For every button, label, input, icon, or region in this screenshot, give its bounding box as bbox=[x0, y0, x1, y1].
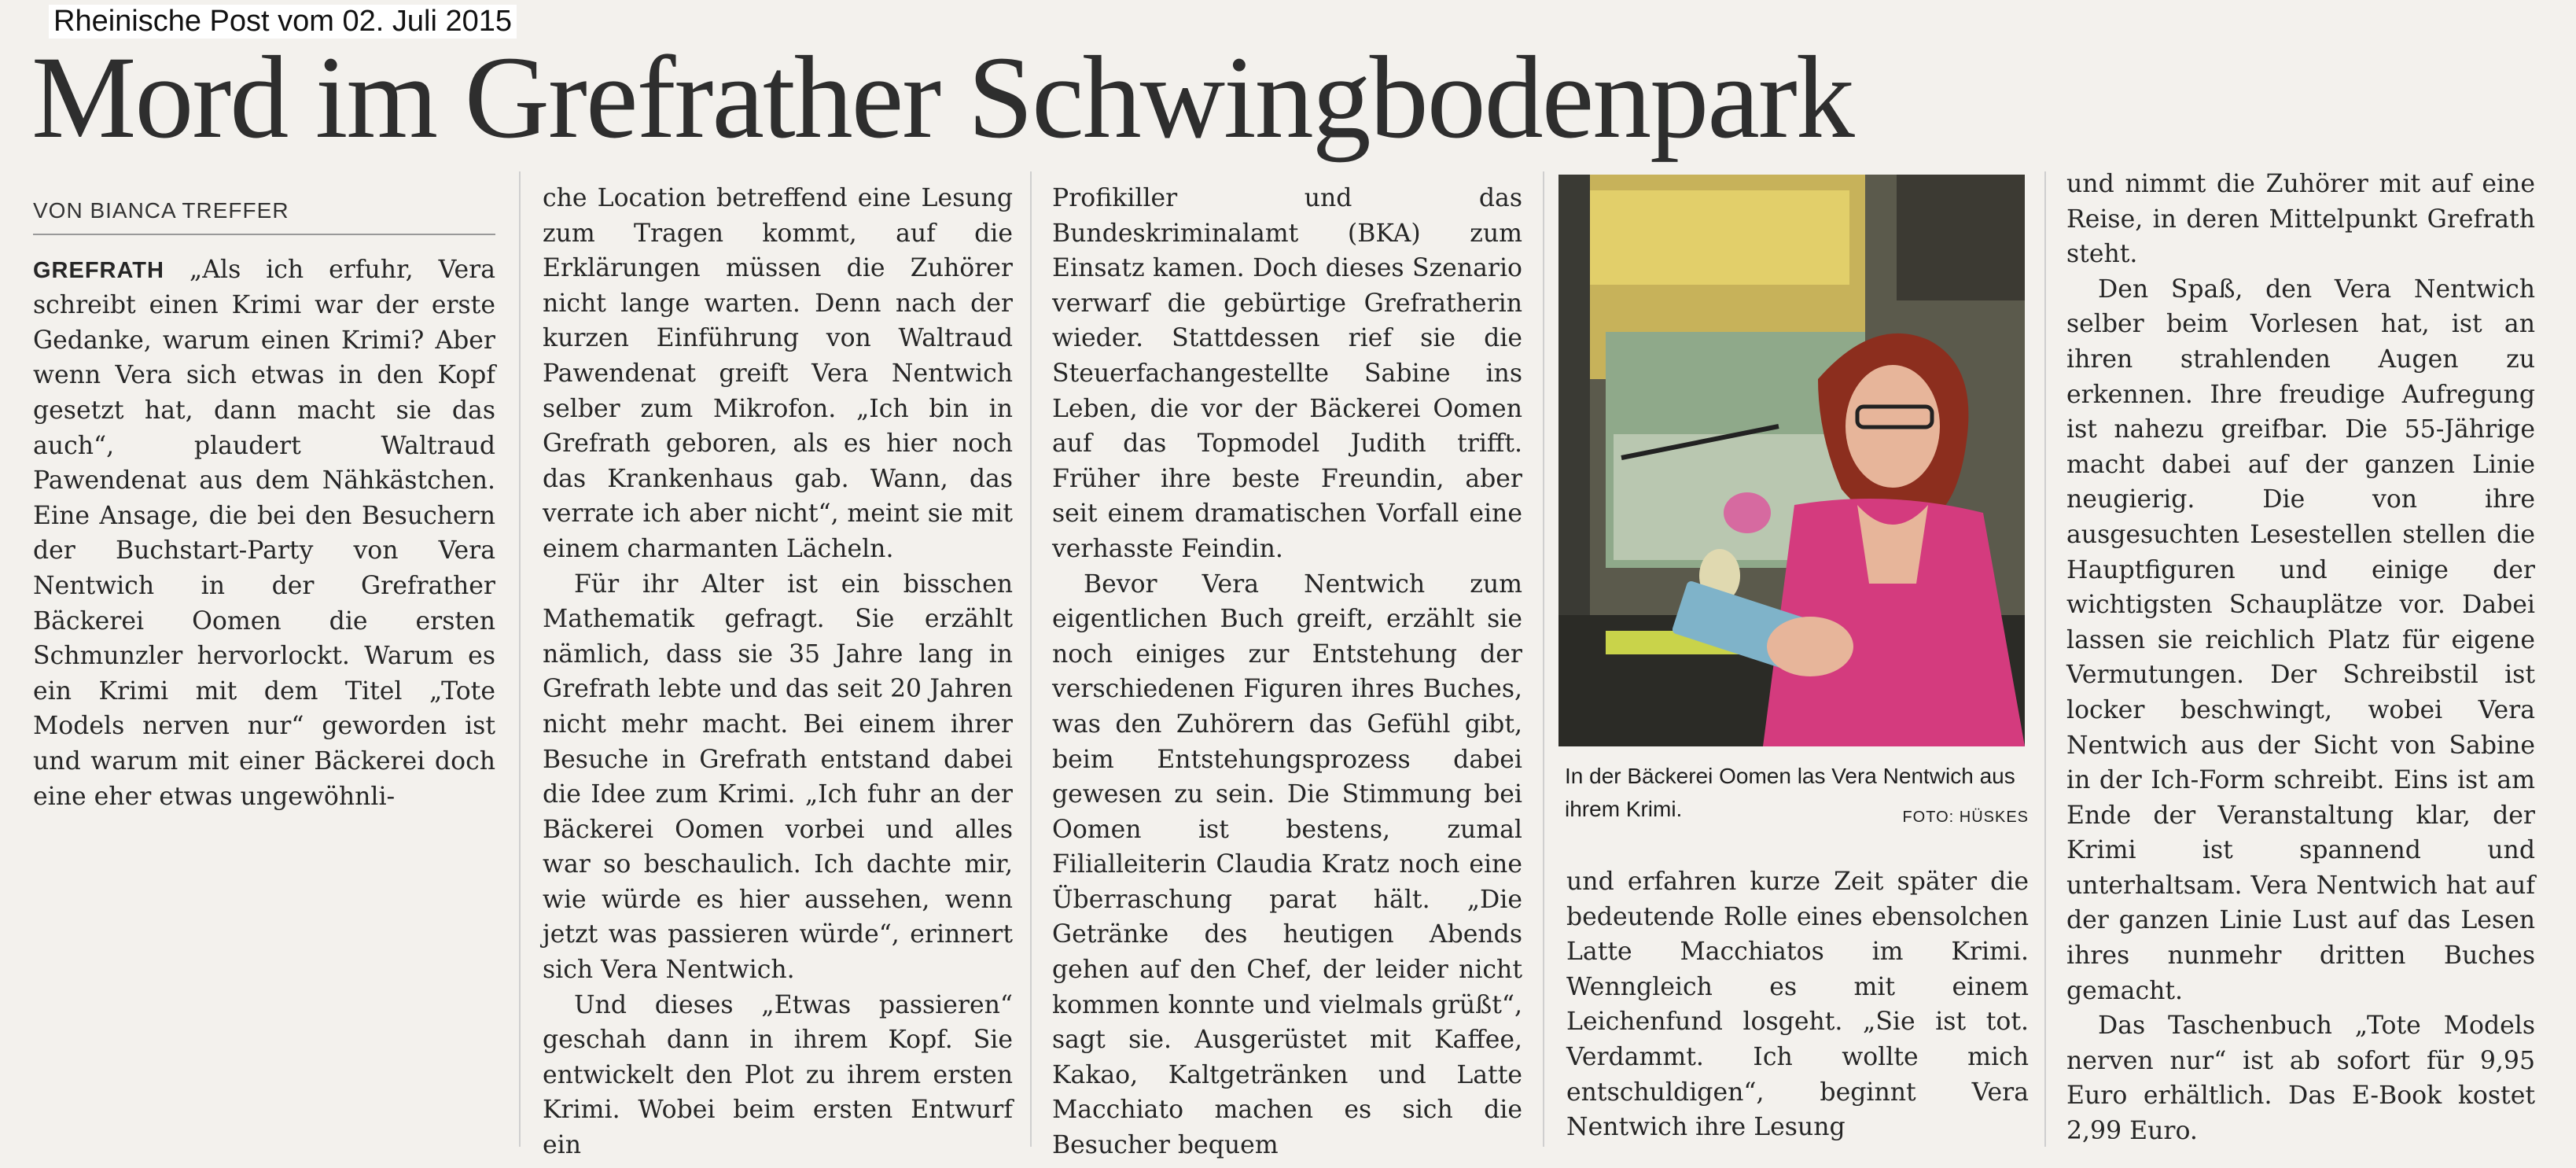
caption-text: In der Bäckerei Oomen las Vera Nentwich aus ihrem Krimi. bbox=[1565, 764, 2015, 821]
article-column-5 bbox=[2066, 167, 2535, 1149]
photo-caption bbox=[1565, 760, 2029, 834]
article-column-1 bbox=[33, 182, 495, 814]
article-column-4 bbox=[1566, 864, 2029, 1145]
article-paragraph: Bevor Vera Nentwich zum eigentlichen Buch greift, erzählt sie noch einiges zur Entstehung der verschiedenen Figuren ihres Buches, was den Zuhörern das Gefühl gibt, beim Entstehungsprozess dabei gewesen zu sein. Die Stimmung bei Oomen ist bestens, zumal Filialleiterin Claudia Kratz noch eine Überraschung parat hält. „Die Getränke des heutigen Abends gehen auf den Chef, der leider nicht kommen konnte und vielmals grüßt“, sagt sie. Ausgerüstet mit Kaffee, Kakao, Kaltgetränken und Latte Macchiato machen es sich die Besucher bequem bbox=[1052, 569, 1522, 1160]
article-paragraph: GREFRATH „Als ich erfuhr, Vera schreibt einen Krimi war der erste Gedanke, warum einen Krimi? Aber wenn Vera sich etwas in den Kopf gesetzt hat, dann macht sie das auch“, plaudert Waltraud Pawendenat aus dem Nähkästchen. Eine Ansage, die bei den Besuchern der Buchstart-Party von Vera Nentwich in der Grefrather Bäckerei Oomen die ersten Schmunzler hervorlockt. Warum es ein Krimi mit dem Titel „Tote Models nerven nur“ geworden ist und warum mit einer Bäckerei doch eine eher etwas ungewöhnli- bbox=[33, 255, 495, 811]
photo-credit: FOTO: HÜSKES bbox=[1902, 809, 2029, 826]
column-divider bbox=[519, 171, 521, 1147]
dateline: GREFRATH bbox=[33, 257, 164, 283]
article-paragraph: che Location betreffend eine Lesung zum Tragen kommt, auf die Erklärungen müssen die Zuhörer nicht lange warten. Denn nach der kurzen Einführung von Waltraud Pawendenat greift Vera Nentwich selber zum Mikrofon. „Ich bin in Grefrath geboren, als es hier noch das Krankenhaus gab. Wann, das verrate ich aber nicht“, meint sie mit einem charmanten Lächeln. bbox=[543, 184, 1013, 563]
article-paragraph: und nimmt die Zuhörer mit auf eine Reise, in deren Mittelpunkt Grefrath steht. bbox=[2066, 170, 2535, 269]
article-paragraph: Für ihr Alter ist ein bisschen Mathematik gefragt. Sie erzählt nämlich, dass sie 35 Jahre lang in Grefrath lebte und das seit 20 Jahren nicht mehr macht. Bei einem ihrer Besuche in Grefrath entstand dabei die Idee zum Krimi. „Ich fuhr an der Bäckerei Oomen vorbei und alles war so beschaulich. Ich dachte mir, wie würde es hier aussehen, wenn jetzt was passieren würde“, erinnert sich Vera Nentwich. bbox=[543, 569, 1013, 985]
article-headline: Mord im Grefrather Schwingbodenpark bbox=[31, 32, 1853, 163]
article-paragraph: Und dieses „Etwas passieren“ geschah dann in ihrem Kopf. Sie entwickelt den Plot zu ihrem ersten Krimi. Wobei beim ersten Entwurf ein bbox=[543, 990, 1013, 1160]
byline: VON BIANCA TREFFER bbox=[33, 193, 495, 235]
column-divider bbox=[1030, 171, 1032, 1147]
source-label: Rheinische Post vom 02. Juli 2015 bbox=[49, 5, 517, 39]
article-paragraph: Den Spaß, den Vera Nentwich selber beim Vorlesen hat, ist an ihren strahlenden Augen zu erkennen. Ihre freudige Aufregung ist nahezu greifbar. Die 55-Jährige macht dabei auf der ganzen Linie neugierig. Die von ihre ausgesuchten Lesestellen stellen die Hauptfiguren und einige der wichtigsten Schauplätze vor. Dabei lassen sie reichlich Platz für eigene Vermutungen. Der Schreibstil ist locker beschwingt, wobei Vera Nentwich aus der Sicht von Sabine in der Ich-Form schreibt. Eins ist am Ende der Veranstaltung klar, der Krimi ist spannend und unterhaltsam. Vera Nentwich hat auf der ganzen Linie Lust auf das Lesen ihres nunmehr dritten Buches gemacht. bbox=[2066, 274, 2535, 1005]
column-divider bbox=[1543, 171, 1544, 1147]
article-paragraph: Profikiller und das Bundeskriminalamt (BKA) zum Einsatz kamen. Doch dieses Szenario verwarf die gebürtige Grefratherin wieder. Stattdessen rief sie die Steuerfachangestellte Sabine ins Leben, die vor der Bäckerei Oomen auf das Topmodel Judith trifft. Früher ihre beste Freundin, aber seit einem dramatischen Vorfall eine verhasste Feindin. bbox=[1052, 184, 1522, 563]
article-column-2 bbox=[543, 181, 1013, 1163]
article-photo bbox=[1558, 175, 2025, 746]
article-paragraph: und erfahren kurze Zeit später die bedeutende Rolle eines ebensolchen Latte Macchiatos im Krimi. Wenngleich es mit einem Leichenfund losgeht. „Sie ist tot. Verdammt. Ich wollte mich entschuldigen“, beginnt Vera Nentwich ihre Lesung bbox=[1566, 868, 2029, 1142]
article-column-3 bbox=[1052, 181, 1522, 1163]
article-paragraph: Das Taschenbuch „Tote Models nerven nur“ ist ab sofort für 9,95 Euro erhältlich. Das E-Book kostet 2,99 Euro. bbox=[2066, 1011, 2535, 1146]
photo-illustration bbox=[1558, 175, 2025, 746]
column-divider bbox=[2044, 171, 2046, 1147]
